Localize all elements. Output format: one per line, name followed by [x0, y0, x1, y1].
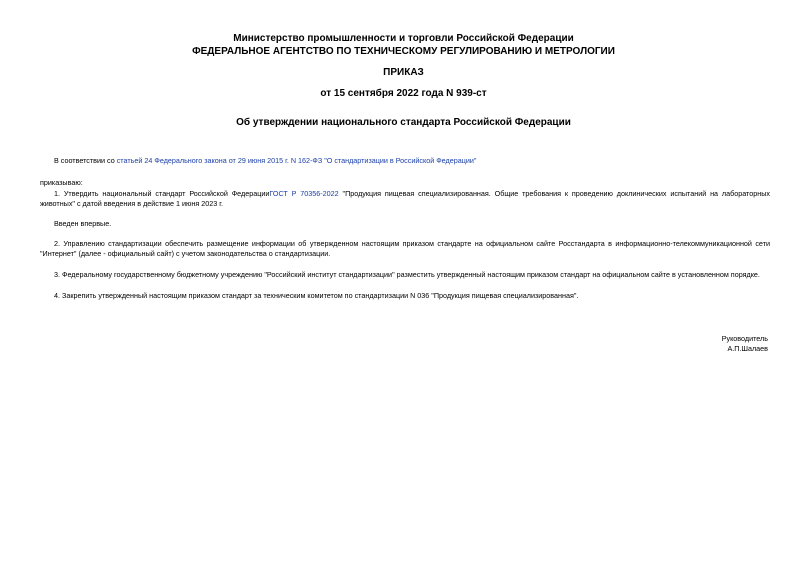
- signatory-position: Руководитель: [721, 334, 768, 343]
- item-2-text: 2. Управлению стандартизации обеспечить размещение информации об утвержденном настоящим приказом стандарте на официальном сайте Росстандарта в информационно-телекоммуникационной сети "Интернет" (далее - официальный сайт) с учетом законодательства о стандартизации.: [40, 239, 770, 258]
- introduced-note: [40, 219, 770, 229]
- item-1-prefix: 1. Утвердить национальный стандарт Российской Федерации: [54, 189, 270, 198]
- document-date-number: от 15 сентября 2022 года N 939-ст: [320, 88, 487, 99]
- agency-name: ФЕДЕРАЛЬНОЕ АГЕНТСТВО ПО ТЕХНИЧЕСКОМУ РЕГУЛИРОВАНИЮ И МЕТРОЛОГИИ: [192, 46, 615, 57]
- item-2-paragraph: [40, 239, 770, 259]
- basis-prefix: В соответствии со: [54, 156, 117, 165]
- gost-link[interactable]: ГОСТ Р 70356-2022: [269, 189, 339, 198]
- federal-law-link[interactable]: статьей 24 Федерального закона от 29 июня 2015 г. N 162-ФЗ "О стандартизации в Российской Федерации": [116, 156, 477, 165]
- item-4-text: 4. Закрепить утвержденный настоящим приказом стандарт за техническим комитетом по стандартизации N 036 "Продукция пищевая специализированная".: [54, 291, 579, 300]
- item-4-paragraph: [40, 291, 770, 301]
- order-word: приказываю:: [40, 178, 83, 187]
- basis-paragraph: [40, 156, 770, 166]
- item-1-paragraph: [40, 189, 770, 209]
- introduced-text: Введен впервые.: [54, 219, 112, 228]
- ministry-name: Министерство промышленности и торговли Российской Федерации: [233, 33, 574, 44]
- document-title: Об утверждении национального стандарта Российской Федерации: [236, 117, 571, 128]
- item-3-text: 3. Федеральному государственному бюджетному учреждению "Российский институт стандартизации" разместить утвержденный настоящим приказом стандарт на официальном сайте в установленном порядке.: [54, 270, 760, 279]
- signatory-name: А.П.Шалаев: [727, 344, 768, 353]
- item-3-paragraph: [40, 270, 770, 280]
- document-type: ПРИКАЗ: [383, 67, 424, 78]
- item-1-suffix: "Продукция пищевая специализированная. Общие требования к проведению доклинических испытаний на лабораторных животных" с датой введения в действие 1 июня 2023 г.: [40, 189, 770, 208]
